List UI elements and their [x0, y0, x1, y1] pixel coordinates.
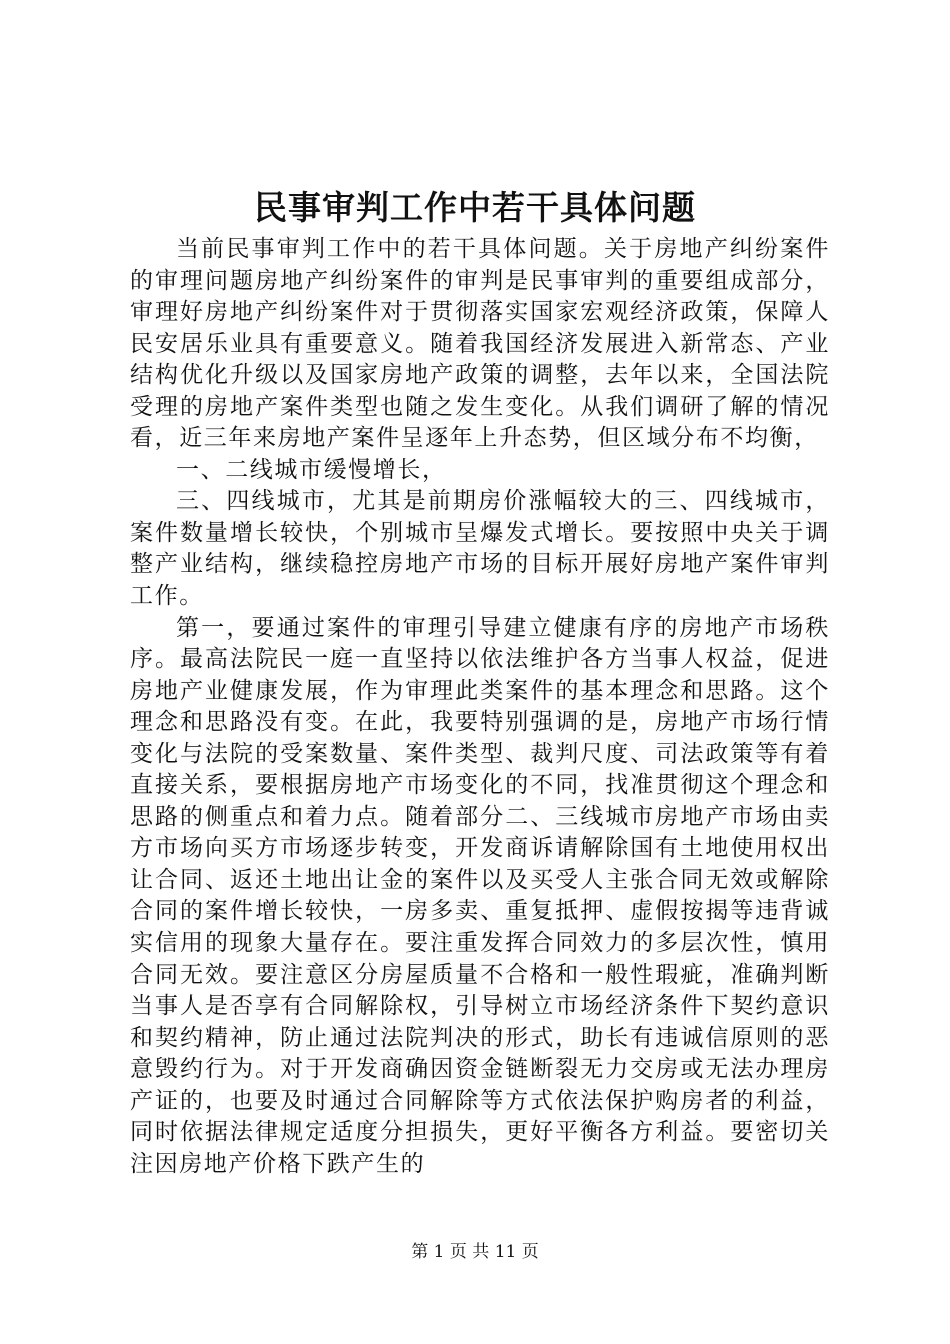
paragraph-tier-three-four-cities: 三、四线城市，尤其是前期房价涨幅较大的三、四线城市，案件数量增长较快，个别城市呈爆发式增长。要按照中央关于调整产业结构，继续稳控房地产市场的目标开展好房地产案件审判工作。	[130, 488, 830, 610]
paragraph-first-point: 第一，要通过案件的审理引导建立健康有序的房地产市场秩序。最高法院民一庭一直坚持以依法维护各方当事人权益，促进房地产业健康发展，作为审理此类案件的基本理念和思路。这个理念和思路没有变。在此，我要特别强调的是，房地产市场行情变化与法院的受案数量、案件类型、裁判尺度、司法政策等有着直接关系，要根据房地产市场变化的不同，找准贯彻这个理念和思路的侧重点和着力点。随着部分二、三线城市房地产市场由卖方市场向买方市场逐步转变，开发商诉请解除国有土地使用权出让合同、返还土地出让金的案件以及买受人主张合同无效或解除合同的案件增长较快，一房多卖、重复抵押、虚假按揭等违背诚实信用的现象大量存在。要注重发挥合同效力的多层次性，慎用合同无效。要注意区分房屋质量不合格和一般性瑕疵，准确判断当事人是否享有合同解除权，引导树立市场经济条件下契约意识和契约精神，防止通过法院判决的形式，助长有违诚信原则的恶意毁约行为。对于开发商确因资金链断裂无力交房或无法办理房产证的，也要及时通过合同解除等方式依法保护购房者的利益，同时依据法律规定适度分担损失，更好平衡各方利益。要密切关注因房地产价格下跌产生的	[130, 614, 830, 1177]
paragraph-intro: 当前民事审判工作中的若干具体问题。关于房地产纠纷案件的审理问题房地产纠纷案件的审判是民事审判的重要组成部分，审理好房地产纠纷案件对于贯彻落实国家宏观经济政策，保障人民安居乐业具有重要意义。随着我国经济发展进入新常态、产业结构优化升级以及国家房地产政策的调整，去年以来，全国法院受理的房地产案件类型也随之发生变化。从我们调研了解的情况看，近三年来房地产案件呈逐年上升态势，但区域分布不均衡，	[130, 236, 830, 452]
paragraph-tier-one-two-cities: 一、二线城市缓慢增长，	[176, 456, 447, 483]
page-number-footer: 第 1 页 共 11 页	[411, 1242, 539, 1262]
document-body	[130, 234, 830, 1180]
document-title: 民事审判工作中若干具体问题	[254, 188, 696, 227]
